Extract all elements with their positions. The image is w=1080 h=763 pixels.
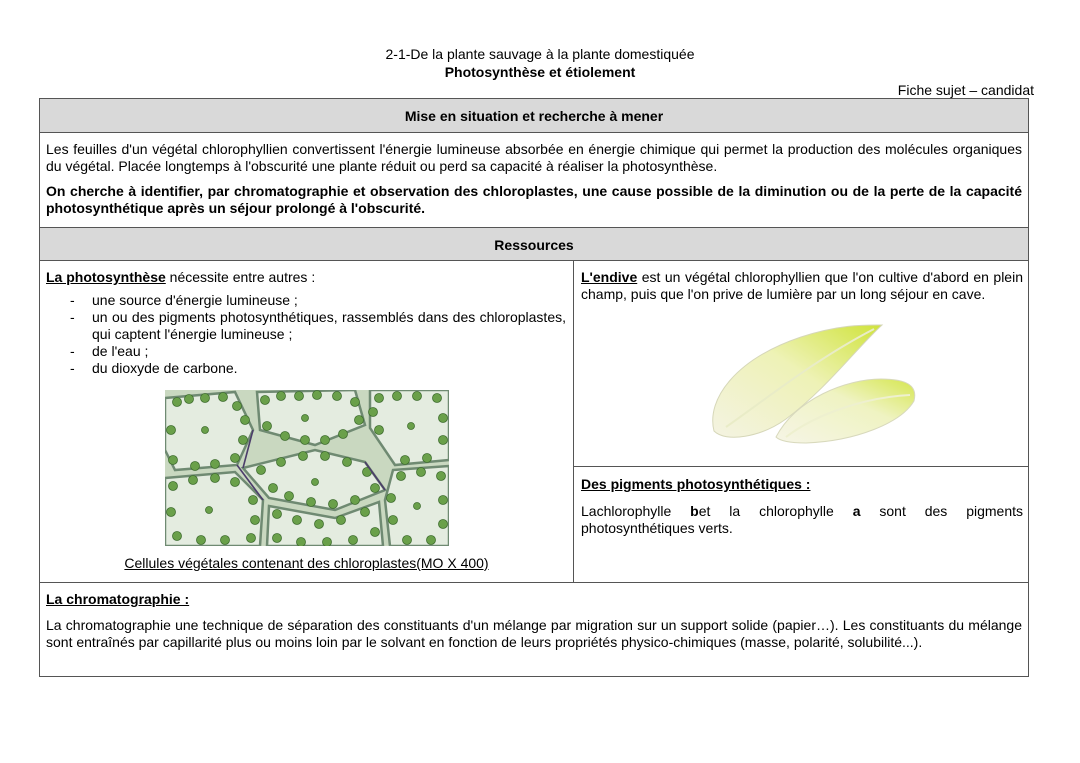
row-divider xyxy=(573,466,1028,467)
endive-cell xyxy=(581,269,1023,303)
situation-header: Mise en situation et recherche à mener xyxy=(40,99,1028,133)
photosynthesis-heading: La photosynthèse xyxy=(46,269,166,285)
row-divider xyxy=(40,582,1028,583)
column-divider xyxy=(573,261,574,582)
situation-section xyxy=(46,141,1022,217)
requirements-list xyxy=(46,292,566,377)
chromatography-text: La chromatographie une technique de séparation des constituants d'un mélange par migration sur un support solide (papier…). Les constituants du mélange sont entraînés par capillarité plus ou moins loin par le solvant en fonction de leurs propriétés physico-chimiques (masse, polarité, solubilité...). xyxy=(46,617,1022,650)
pigments-cell xyxy=(581,476,1023,537)
chloroplast-micrograph xyxy=(165,390,449,546)
photosynthesis-intro: nécessite entre autres : xyxy=(165,269,316,285)
list-item: - de l'eau ; xyxy=(46,343,566,360)
pigments-text-part: et la chlorophylle xyxy=(698,503,853,519)
pigments-text-part: sont des pigments photosynthétiques verts. xyxy=(581,503,1023,536)
resources-header: Ressources xyxy=(40,227,1028,261)
list-item: - une source d'énergie lumineuse ; xyxy=(46,292,566,309)
chlorophyll-a-label: a xyxy=(852,503,861,519)
worksheet-table xyxy=(39,98,1029,677)
research-question: On cherche à identifier, par chromatographie et observation des chloroplastes, une cause possible de la diminution ou de la perte de la capacité photosynthétique après un séjour prolongé à l'obscurité. xyxy=(46,183,1022,216)
subject-title: Photosynthèse et étiolement xyxy=(444,64,636,80)
chromatography-heading: La chromatographie : xyxy=(46,591,190,607)
chapter-title: 2-1-De la plante sauvage à la plante domestiquée xyxy=(385,46,695,62)
chromatography-cell xyxy=(46,591,1022,651)
photosynthesis-cell xyxy=(46,269,566,377)
pigments-heading: Des pigments photosynthétiques : xyxy=(581,476,811,492)
pigments-text-part: Lachlorophylle xyxy=(581,503,691,519)
chlorophyll-b-label: b xyxy=(690,503,699,519)
endive-photo xyxy=(706,319,926,444)
situation-paragraph: Les feuilles d'un végétal chlorophyllien convertissent l'énergie lumineuse absorbée en énergie chimique qui permet la production des molécules organiques du végétal. Placée longtemps à l'obscurité une plante réduit ou perd sa capacité à réaliser la photosynthèse. xyxy=(46,141,1022,174)
sheet-type-label: Fiche sujet – candidat xyxy=(897,82,1034,98)
endive-heading: L'endive xyxy=(581,269,638,285)
endive-text: est un végétal chlorophyllien que l'on cultive d'abord en plein champ, puis que l'on prive de lumière par un long séjour en cave. xyxy=(581,269,1023,302)
micrograph-caption: Cellules végétales contenant des chloroplastes(MO X 400) xyxy=(124,555,489,571)
pigments-text xyxy=(581,503,1023,537)
list-item: - du dioxyde de carbone. xyxy=(46,360,566,377)
list-item: - un ou des pigments photosynthétiques, rassemblés dans des chloroplastes, qui captent l'énergie lumineuse ; xyxy=(46,309,566,343)
